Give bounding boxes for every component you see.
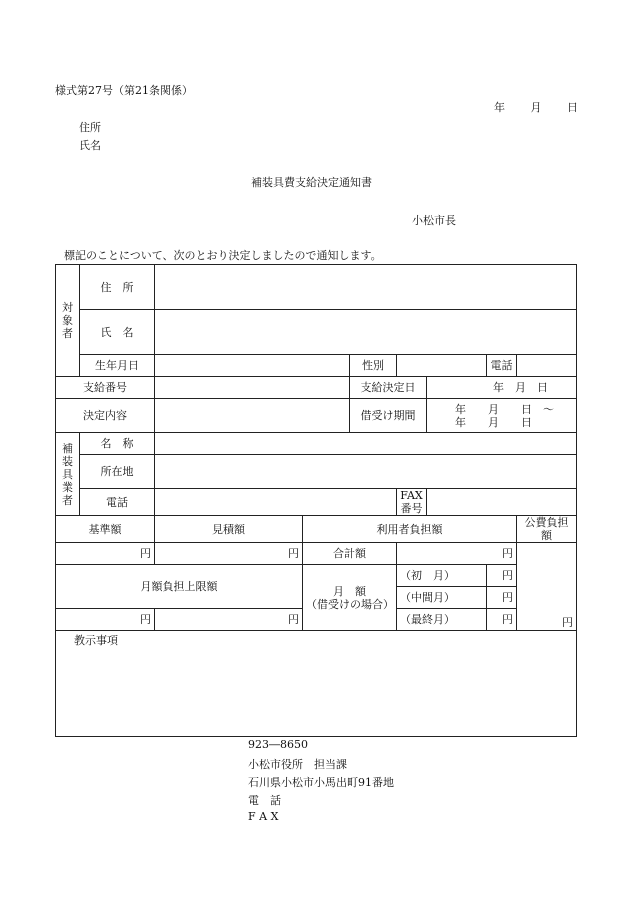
- fax-contact-label: F A X: [248, 810, 279, 823]
- total-amount-yen[interactable]: 円: [397, 543, 517, 565]
- vendor-location-label: 所在地: [80, 455, 155, 489]
- gender-label: 性別: [350, 355, 397, 377]
- subject-address-value[interactable]: [155, 265, 577, 310]
- phone-contact-label: 電 話: [248, 794, 281, 807]
- phone-label: 電話: [487, 355, 517, 377]
- phone-value[interactable]: [517, 355, 577, 377]
- vendor-phone-label: 電話: [80, 489, 155, 516]
- public-burden-yen[interactable]: 円: [517, 543, 577, 631]
- office-name: 小松市役所 担当課: [248, 758, 347, 771]
- loan-period-start: 年 月 日 ～: [455, 402, 554, 416]
- recipient-address-label: 住所: [79, 121, 101, 134]
- loan-period-end: 年 月 日: [455, 415, 532, 429]
- first-month-label: （初 月）: [397, 565, 487, 587]
- birthdate-value[interactable]: [155, 355, 350, 377]
- decision-content-value[interactable]: [155, 399, 350, 433]
- monthly-limit-yen-1[interactable]: 円: [56, 609, 155, 631]
- monthly-limit-yen-2[interactable]: 円: [155, 609, 303, 631]
- user-burden-header: 利用者負担額: [303, 516, 517, 543]
- monthly-limit-label: 月額負担上限額: [56, 565, 303, 609]
- loan-period-label: 借受け期間: [350, 399, 427, 433]
- last-month-label: （最終月）: [397, 609, 487, 631]
- recipient-name-label: 氏名: [79, 139, 101, 152]
- vendor-name-value[interactable]: [155, 433, 577, 455]
- total-amount-label: 合計額: [303, 543, 397, 565]
- vendor-fax-value[interactable]: [427, 489, 577, 516]
- date-year-label: 年: [494, 101, 505, 114]
- postal-code: 923―8650: [248, 738, 308, 751]
- base-amount-header: 基準額: [56, 516, 155, 543]
- gender-value[interactable]: [397, 355, 487, 377]
- middle-month-label: （中間月）: [397, 587, 487, 609]
- monthly-amount-line2: （借受けの場合）: [306, 597, 394, 611]
- subject-name-value[interactable]: [155, 310, 577, 355]
- base-amount-yen[interactable]: 円: [56, 543, 155, 565]
- payment-decision-date-value[interactable]: 年 月 日: [427, 377, 577, 399]
- subject-group-label: 対 象 者: [56, 265, 80, 377]
- monthly-amount-label: [303, 565, 397, 631]
- date-month-label: 月: [530, 101, 542, 114]
- estimate-amount-yen[interactable]: 円: [155, 543, 303, 565]
- payment-number-value[interactable]: [155, 377, 350, 399]
- vendor-fax-label: FAX番号: [397, 489, 427, 516]
- vendor-location-value[interactable]: [155, 455, 577, 489]
- issue-date: [494, 99, 578, 115]
- form-number: 様式第27号（第21条関係）: [55, 84, 193, 97]
- last-month-yen[interactable]: 円: [487, 609, 517, 631]
- vendor-phone-value[interactable]: [155, 489, 397, 516]
- monthly-amount-line1: 月 額: [333, 584, 366, 598]
- decision-content-label: 決定内容: [56, 399, 155, 433]
- middle-month-yen[interactable]: 円: [487, 587, 517, 609]
- document-title: 補装具費支給決定通知書: [251, 176, 372, 189]
- payment-number-label: 支給番号: [56, 377, 155, 399]
- subject-address-label: 住 所: [80, 265, 155, 310]
- estimate-amount-header: 見積額: [155, 516, 303, 543]
- instructions-section: 教示事項: [56, 631, 577, 737]
- vendor-name-label: 名 称: [80, 433, 155, 455]
- intro-text: 標記のことについて、次のとおり決定しましたので通知します。: [64, 249, 382, 262]
- public-burden-header: 公費負担額: [517, 516, 577, 543]
- issuer-name: 小松市長: [412, 214, 456, 227]
- first-month-yen[interactable]: 円: [487, 565, 517, 587]
- office-address: 石川県小松市小馬出町91番地: [248, 776, 394, 789]
- subject-name-label: 氏 名: [80, 310, 155, 355]
- birthdate-label: 生年月日: [80, 355, 155, 377]
- date-day-label: 日: [567, 101, 578, 114]
- payment-decision-date-label: 支給決定日: [350, 377, 427, 399]
- decision-form-table: [55, 264, 577, 737]
- loan-period-value[interactable]: [427, 399, 577, 433]
- vendor-group-label: 補 装 具 業 者: [56, 433, 80, 516]
